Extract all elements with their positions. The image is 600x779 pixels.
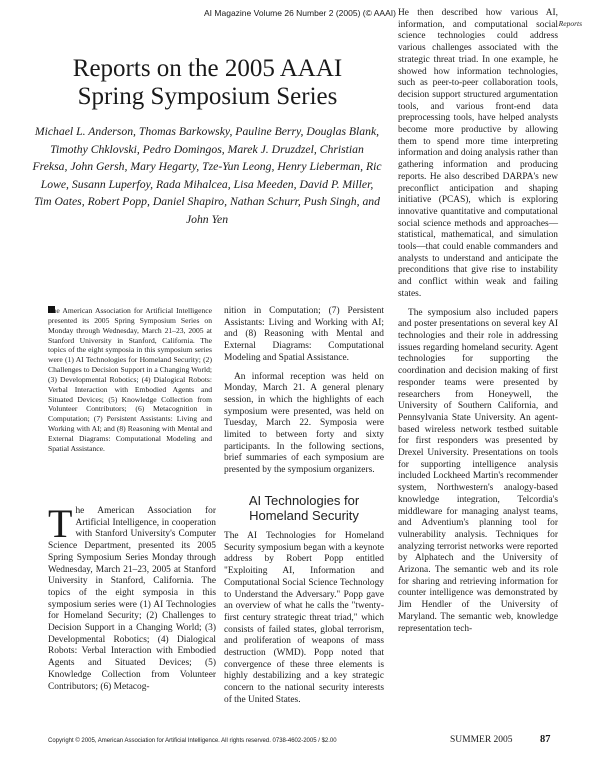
presentations-paragraph: The symposium also included papers and poster presentations on several key AI technologies and their role in addressing issues regarding homeland security. Agent technologies for supporting the coordination and decision making of first responder teams were presented by researchers from Honeywell, the University of Southern California, and Pennsylvania State University. An agent-based wireless network testbed suitable for first responders was presented by Drexel University. Presentations on tools for supporting intelligence analysis included Lockheed Martin's recommender system, Northwestern's analogy-based knowledge integration, Telcordia's middleware for managing analyst teams, and Adventium's planning tool for vulnerability analysis. Techniques for analyzing terrorist networks were reported by Alphatech and the University of Arizona. The semantic web and its role for sharing and retrieving information for counter intelligence was demonstrated by Jim Hendler of the University of Maryland. The semantic web, knowledge representation tech- [398, 307, 558, 634]
technologies-paragraph: He then described how various AI, information, and computational social science technologies could address various challenges associated with the strategic threat triad. In one example, he showed how information technologies, such as peer-to-peer collaboration tools, decision support structured argumentation tools, and various front-end data preprocessing tools, have helped analysts become more productive by allowing them to spend more time interpreting information and doing analysis rather than gathering information and producing reports. He also described DARPA's new preconflict anticipation and shaping initiative (PCAS), which is exploring innovative quantitative and computational social science methods and approaches—statistical, mathematical, and simulation tools—that could enable commanders and analysts to understand and anticipate the preconditions that give rise to instability and conflict within weak and failing states. [398, 8, 558, 299]
footer-issue: SUMMER 2005 [450, 735, 513, 745]
page-number: 87 [540, 734, 551, 745]
column-2-top [224, 306, 384, 477]
abstract-text: The American Association for Artificial Intelligence presented its 2005 Spring Symposium Series on Monday through Wednesday, March 21–23, 2005 at Stanford University in Stanford, California. The topics of the eight symposia in this symposium series were (1) AI Technologies for Homeland Security; (2) Challenges to Decision Support in a Changing World; (3) Developmental Robotics; (4) Dialogical Robots: Verbal Interaction with Embodied Agents and Situated Devices; (5) Knowledge Collection from Volunteer Contributors; (6) Metacognition in Computation; (7) Persistent Assistants: Living and Working with AI; and (8) Reasoning with Mental and External Diagrams: Computational Modeling and Spatial Assistance. [48, 306, 212, 453]
reception-paragraph: An informal reception was held on Monday, March 21. A general plenary session, in which the highlights of each symposium were presented, was held on Tuesday, March 22. Symposia were limited to between forty and sixty participants. In the following sections, brief summaries of each symposium are presented by the symposium organizers. [224, 371, 384, 476]
column-1-body [48, 501, 216, 693]
abstract [48, 306, 212, 454]
section-label: Reports [558, 19, 582, 28]
intro-text: he American Association for Artificial Intelligence, in cooperation with Stanford University's Computer Science Department, presented its 2005 Spring Symposium Series Monday through Wednesday, March 21–23, 2005 at Stanford University in Stanford, California. The topics of the eight symposia in this symposium series were (1) AI Technologies for Homeland Security; (2) Challenges to Decision Support in a Changing World; (3) Developmental Robotics; (4) Dialogical Robots: Verbal Interaction with Embodied Agents and Situated Devices; (5) Knowledge Collection from Volunteer Contributors; (6) Metacog- [48, 506, 216, 692]
column-2-bottom [224, 531, 384, 707]
intro-continuation: nition in Computation; (7) Persistent Assistants: Living and Working with AI; and (8) Reasoning with Mental and External Diagrams: Computational Modeling and Spatial Assistance. [224, 306, 384, 363]
footer-copyright: Copyright © 2005, American Association for Artificial Intelligence. All rights reserved. 0738-4602-2005 / $2.00 [48, 738, 337, 744]
column-3 [398, 8, 558, 635]
drop-cap: T [48, 501, 73, 546]
article-title: Reports on the 2005 AAAI Spring Symposium Series [72, 55, 343, 110]
intro-paragraph [48, 501, 216, 693]
journal-header: AI Magazine Volume 26 Number 2 (2005) (© AAAI) [204, 8, 396, 18]
keynote-paragraph: The AI Technologies for Homeland Security symposium began with a keynote address by Robert Popp entitled "Exploiting AI, Information and Computational Social Science Technology to Understand the Adversary." Popp gave an overview of what he calls the "twenty-first century strategic threat triad," which consists of failed states, global terrorism, and proliferation of weapons of mass destruction (WMD). Popp noted that convergence of these three elements is highly destabilizing and a key strategic concern to the national security interests of the United States. [224, 531, 384, 705]
author-list: Michael L. Anderson, Thomas Barkowsky, Pauline Berry, Douglas Blank, Timothy Chklovski, Pedro Domingos, Marek J. Druzdzel, Christian Freksa, John Gersh, Mary Hegarty, Tze-Yun Leong, Henry Lieberman, Ric Lowe, Susann Luperfoy, Rada Mihalcea, Lisa Meeden, David P. Miller, Tim Oates, Robert Popp, Daniel Shapiro, Nathan Schurr, Push Singh, and John Yen [32, 125, 382, 226]
section-heading: AI Technologies for Homeland Security [248, 493, 360, 523]
